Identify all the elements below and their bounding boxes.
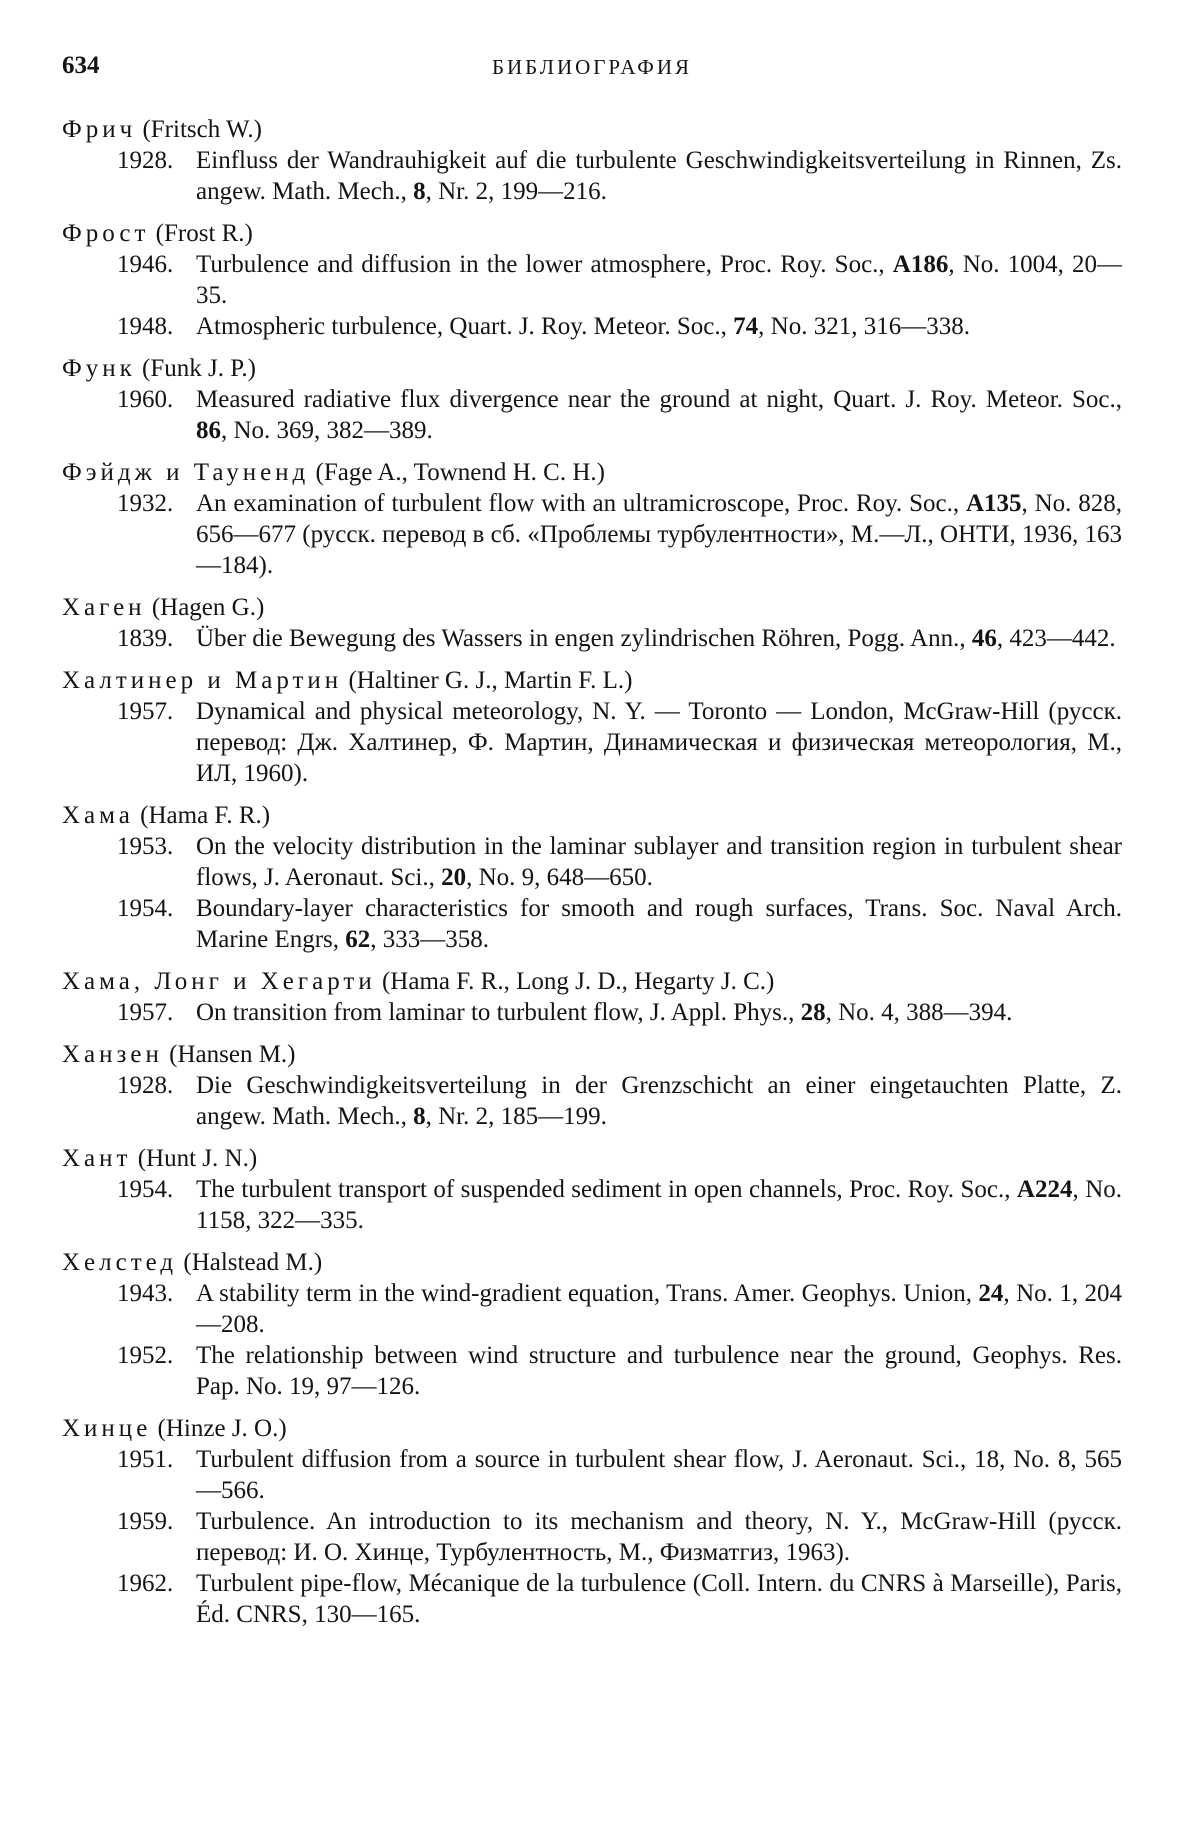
author-name: Хант bbox=[62, 1145, 132, 1172]
reference-volume: 20 bbox=[441, 864, 467, 891]
bibliography-page bbox=[62, 52, 1122, 1630]
reference-year: 1954. bbox=[117, 895, 174, 922]
reference-volume: 62 bbox=[345, 926, 371, 953]
reference-text: Measured radiative flux divergence near the ground at night, Quart. J. Roy. Meteor. Soc., bbox=[196, 386, 1122, 413]
reference-pages: , No. 1158, 322—335. bbox=[196, 1176, 1123, 1234]
author-name: Хелстед bbox=[62, 1249, 178, 1276]
reference-item bbox=[62, 249, 1122, 311]
author-latin-name: (Hagen G.) bbox=[151, 594, 265, 621]
reference-volume: 86 bbox=[196, 417, 221, 444]
reference-item bbox=[62, 831, 1122, 893]
author-latin-name: (Hama F. R.) bbox=[140, 802, 271, 829]
reference-year: 1957. bbox=[117, 999, 174, 1026]
author-line bbox=[62, 218, 1122, 249]
author-name: Халтинер и Мартин bbox=[62, 667, 343, 694]
reference-text: Boundary-layer characteristics for smooth and rough surfaces, Trans. Soc. Naval Arch. Marine Engrs, bbox=[196, 895, 1122, 953]
reference-volume: 28 bbox=[800, 999, 826, 1026]
reference-year: 1960. bbox=[117, 386, 174, 413]
author-latin-name: (Hansen M.) bbox=[169, 1041, 296, 1068]
author-name: Функ bbox=[62, 355, 136, 382]
reference-pages: , Nr. 2, 199—216. bbox=[425, 178, 607, 205]
reference-item bbox=[62, 893, 1122, 955]
author-latin-name: (Fage A., Townend H. C. H.) bbox=[315, 459, 605, 486]
reference-volume: A224 bbox=[1016, 1176, 1073, 1203]
author-latin-name: (Hinze J. O.) bbox=[157, 1415, 287, 1442]
reference-text: Turbulent pipe-flow, Mécanique de la turbulence (Coll. Intern. du CNRS à Marseille), Paris, Éd. CNRS, 130—165. bbox=[196, 1570, 1122, 1628]
reference-text: The relationship between wind structure and turbulence near the ground, Geophys. Res. Pap. No. 19, 97—126. bbox=[196, 1342, 1122, 1400]
reference-item bbox=[62, 311, 1122, 342]
author-name: Хинце bbox=[62, 1415, 152, 1442]
author-line bbox=[62, 592, 1122, 623]
author-latin-name: (Hunt J. N.) bbox=[137, 1145, 258, 1172]
reference-year: 1943. bbox=[117, 1280, 174, 1307]
reference-pages: , 333—358. bbox=[370, 926, 490, 953]
reference-year: 1953. bbox=[117, 833, 174, 860]
reference-pages: , No. 1004, 20—35. bbox=[196, 251, 1122, 309]
author-line bbox=[62, 457, 1122, 488]
reference-text: An examination of turbulent flow with an ultramicroscope, Proc. Roy. Soc., bbox=[196, 490, 966, 517]
reference-volume: 8 bbox=[413, 1103, 426, 1130]
running-title: БИБЛИОГРАФИЯ bbox=[491, 55, 693, 79]
author-name: Фрост bbox=[62, 220, 150, 247]
author-line bbox=[62, 114, 1122, 145]
page-number: 634 bbox=[62, 52, 100, 79]
bibliography-list bbox=[62, 114, 1122, 1630]
reference-pages: , No. 4, 388—394. bbox=[825, 999, 1013, 1026]
reference-year: 1952. bbox=[117, 1342, 174, 1369]
reference-year: 1928. bbox=[117, 1072, 174, 1099]
reference-item bbox=[62, 1444, 1122, 1506]
author-latin-name: (Funk J. P.) bbox=[142, 355, 256, 382]
author-name: Ханзен bbox=[62, 1041, 163, 1068]
reference-item bbox=[62, 145, 1122, 207]
reference-text: A stability term in the wind-gradient equation, Trans. Amer. Geophys. Union, bbox=[196, 1280, 979, 1307]
reference-volume: 46 bbox=[971, 625, 997, 652]
author-name: Хама, Лонг и Хегарти bbox=[62, 968, 376, 995]
reference-text: On transition from laminar to turbulent flow, J. Appl. Phys., bbox=[196, 999, 801, 1026]
reference-volume: A186 bbox=[892, 251, 949, 278]
reference-text: Einfluss der Wandrauhigkeit auf die turbulente Geschwindigkeitsverteilung in Rinnen, Zs. angew. Math. Mech., bbox=[196, 147, 1122, 205]
reference-pages: , No. 1, 204—208. bbox=[196, 1280, 1123, 1338]
reference-volume: A135 bbox=[965, 490, 1022, 517]
author-line bbox=[62, 1039, 1122, 1070]
reference-item bbox=[62, 1340, 1122, 1402]
author-latin-name: (Hama F. R., Long J. D., Hegarty J. C.) bbox=[381, 968, 775, 995]
author-line bbox=[62, 1143, 1122, 1174]
reference-text: Über die Bewegung des Wassers in engen zylindrischen Röhren, Pogg. Ann., bbox=[196, 625, 972, 652]
reference-item bbox=[62, 384, 1122, 446]
reference-text: The turbulent transport of suspended sediment in open channels, Proc. Roy. Soc., bbox=[196, 1176, 1017, 1203]
reference-pages: , No. 321, 316—338. bbox=[758, 313, 970, 340]
reference-text: Die Geschwindigkeitsverteilung in der Grenzschicht an einer eingetauchten Platte, Z. angew. Math. Mech., bbox=[196, 1072, 1122, 1130]
reference-item bbox=[62, 1070, 1122, 1132]
reference-item bbox=[62, 997, 1122, 1028]
reference-year: 1839. bbox=[117, 625, 174, 652]
reference-item bbox=[62, 488, 1122, 581]
reference-year: 1962. bbox=[117, 1570, 174, 1597]
reference-year: 1948. bbox=[117, 313, 174, 340]
author-latin-name: (Haltiner G. J., Martin F. L.) bbox=[348, 667, 633, 694]
reference-pages: , No. 9, 648—650. bbox=[466, 864, 653, 891]
reference-volume: 74 bbox=[733, 313, 759, 340]
reference-volume: 24 bbox=[978, 1280, 1004, 1307]
reference-pages: , No. 369, 382—389. bbox=[221, 417, 433, 444]
reference-volume: 8 bbox=[413, 178, 426, 205]
reference-text: Atmospheric turbulence, Quart. J. Roy. Meteor. Soc., bbox=[196, 313, 734, 340]
author-line bbox=[62, 353, 1122, 384]
reference-text: On the velocity distribution in the laminar sublayer and transition region in turbulent shear flows, J. Aeronaut. Sci., bbox=[196, 833, 1122, 891]
reference-pages: , 423—442. bbox=[996, 625, 1116, 652]
reference-item bbox=[62, 696, 1122, 789]
reference-item bbox=[62, 623, 1122, 654]
reference-year: 1959. bbox=[117, 1508, 174, 1535]
reference-text: Turbulent diffusion from a source in turbulent shear flow, J. Aeronaut. Sci., 18, No. 8, 565—566. bbox=[196, 1446, 1122, 1504]
author-line bbox=[62, 665, 1122, 696]
author-line bbox=[62, 966, 1122, 997]
author-line bbox=[62, 800, 1122, 831]
reference-item bbox=[62, 1506, 1122, 1568]
author-line bbox=[62, 1247, 1122, 1278]
reference-pages: , No. 828, 656—677 (русск. перевод в сб. «Проблемы турбулентности», М.—Л., ОНТИ, 1936, 163—184). bbox=[196, 490, 1122, 579]
author-latin-name: (Frost R.) bbox=[155, 220, 253, 247]
reference-text: Turbulence and diffusion in the lower atmosphere, Proc. Roy. Soc., bbox=[196, 251, 893, 278]
author-name: Хама bbox=[62, 802, 134, 829]
reference-year: 1946. bbox=[117, 251, 174, 278]
reference-year: 1957. bbox=[117, 698, 174, 725]
reference-year: 1954. bbox=[117, 1176, 174, 1203]
reference-item bbox=[62, 1174, 1122, 1236]
reference-item bbox=[62, 1568, 1122, 1630]
reference-text: Dynamical and physical meteorology, N. Y. — Toronto — London, McGraw-Hill (русск. перевод: Дж. Халтинер, Ф. Мартин, Динамическая и физическая метеорология, М., ИЛ, 1960). bbox=[196, 698, 1122, 787]
author-name: Фрич bbox=[62, 116, 137, 143]
reference-pages: , Nr. 2, 185—199. bbox=[425, 1103, 607, 1130]
reference-text: Turbulence. An introduction to its mechanism and theory, N. Y., McGraw-Hill (русск. перевод: И. О. Хинце, Турбулентность, М., Физматгиз, 1963). bbox=[196, 1508, 1122, 1566]
reference-year: 1932. bbox=[117, 490, 174, 517]
author-latin-name: (Fritsch W.) bbox=[142, 116, 262, 143]
author-name: Фэйдж и Таунeнд bbox=[62, 459, 310, 486]
reference-year: 1951. bbox=[117, 1446, 174, 1473]
reference-year: 1928. bbox=[117, 147, 174, 174]
author-line bbox=[62, 1413, 1122, 1444]
reference-item bbox=[62, 1278, 1122, 1340]
author-name: Хаген bbox=[62, 594, 146, 621]
author-latin-name: (Halstead M.) bbox=[183, 1249, 323, 1276]
running-head bbox=[62, 52, 1122, 92]
